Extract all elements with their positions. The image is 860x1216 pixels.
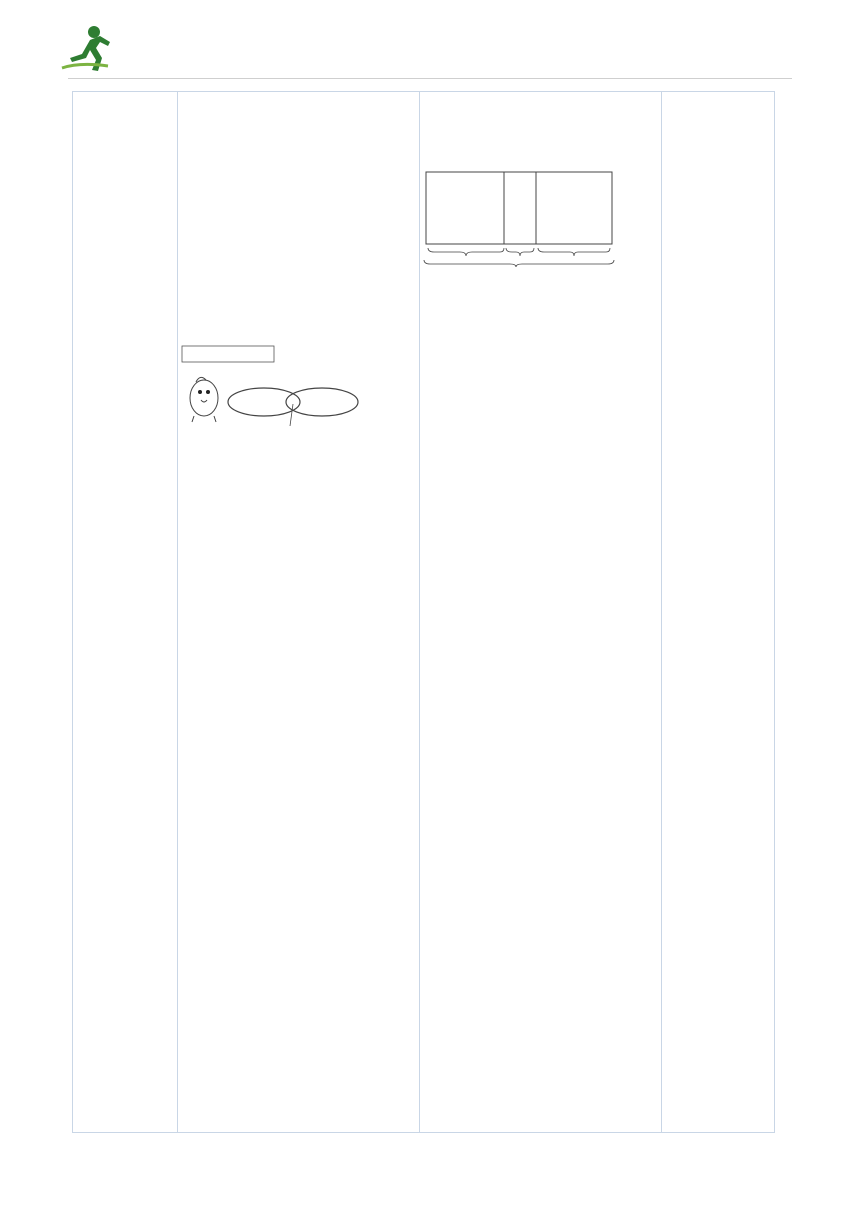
goal-cell (73, 92, 178, 1133)
spacer (180, 104, 417, 300)
brace-right (538, 248, 610, 256)
venn-right-ellipse (286, 388, 358, 416)
speech-box (182, 346, 274, 362)
notes-cell (662, 92, 775, 1133)
venn-diagram-figure (180, 344, 380, 440)
page-header (0, 0, 860, 90)
group-table-figure (420, 154, 656, 272)
logo (60, 24, 260, 76)
teacher-cell (178, 92, 420, 1133)
lesson-table (72, 91, 775, 1133)
venn-left-ellipse (228, 388, 300, 416)
spacer (180, 92, 417, 104)
spacer (180, 300, 417, 330)
spacer (75, 92, 175, 317)
brace-left (428, 248, 504, 256)
line-matching-figure (422, 94, 652, 152)
brace-mid (506, 248, 534, 256)
cartoon-chick-icon (190, 377, 218, 422)
spacer (180, 330, 417, 342)
table-box (426, 172, 612, 244)
brace-total (424, 260, 614, 267)
student-cell (420, 92, 662, 1133)
venn-pointer (290, 404, 293, 426)
runner-logo-icon (60, 24, 112, 74)
table-row (73, 92, 775, 1133)
header-divider (68, 78, 792, 79)
